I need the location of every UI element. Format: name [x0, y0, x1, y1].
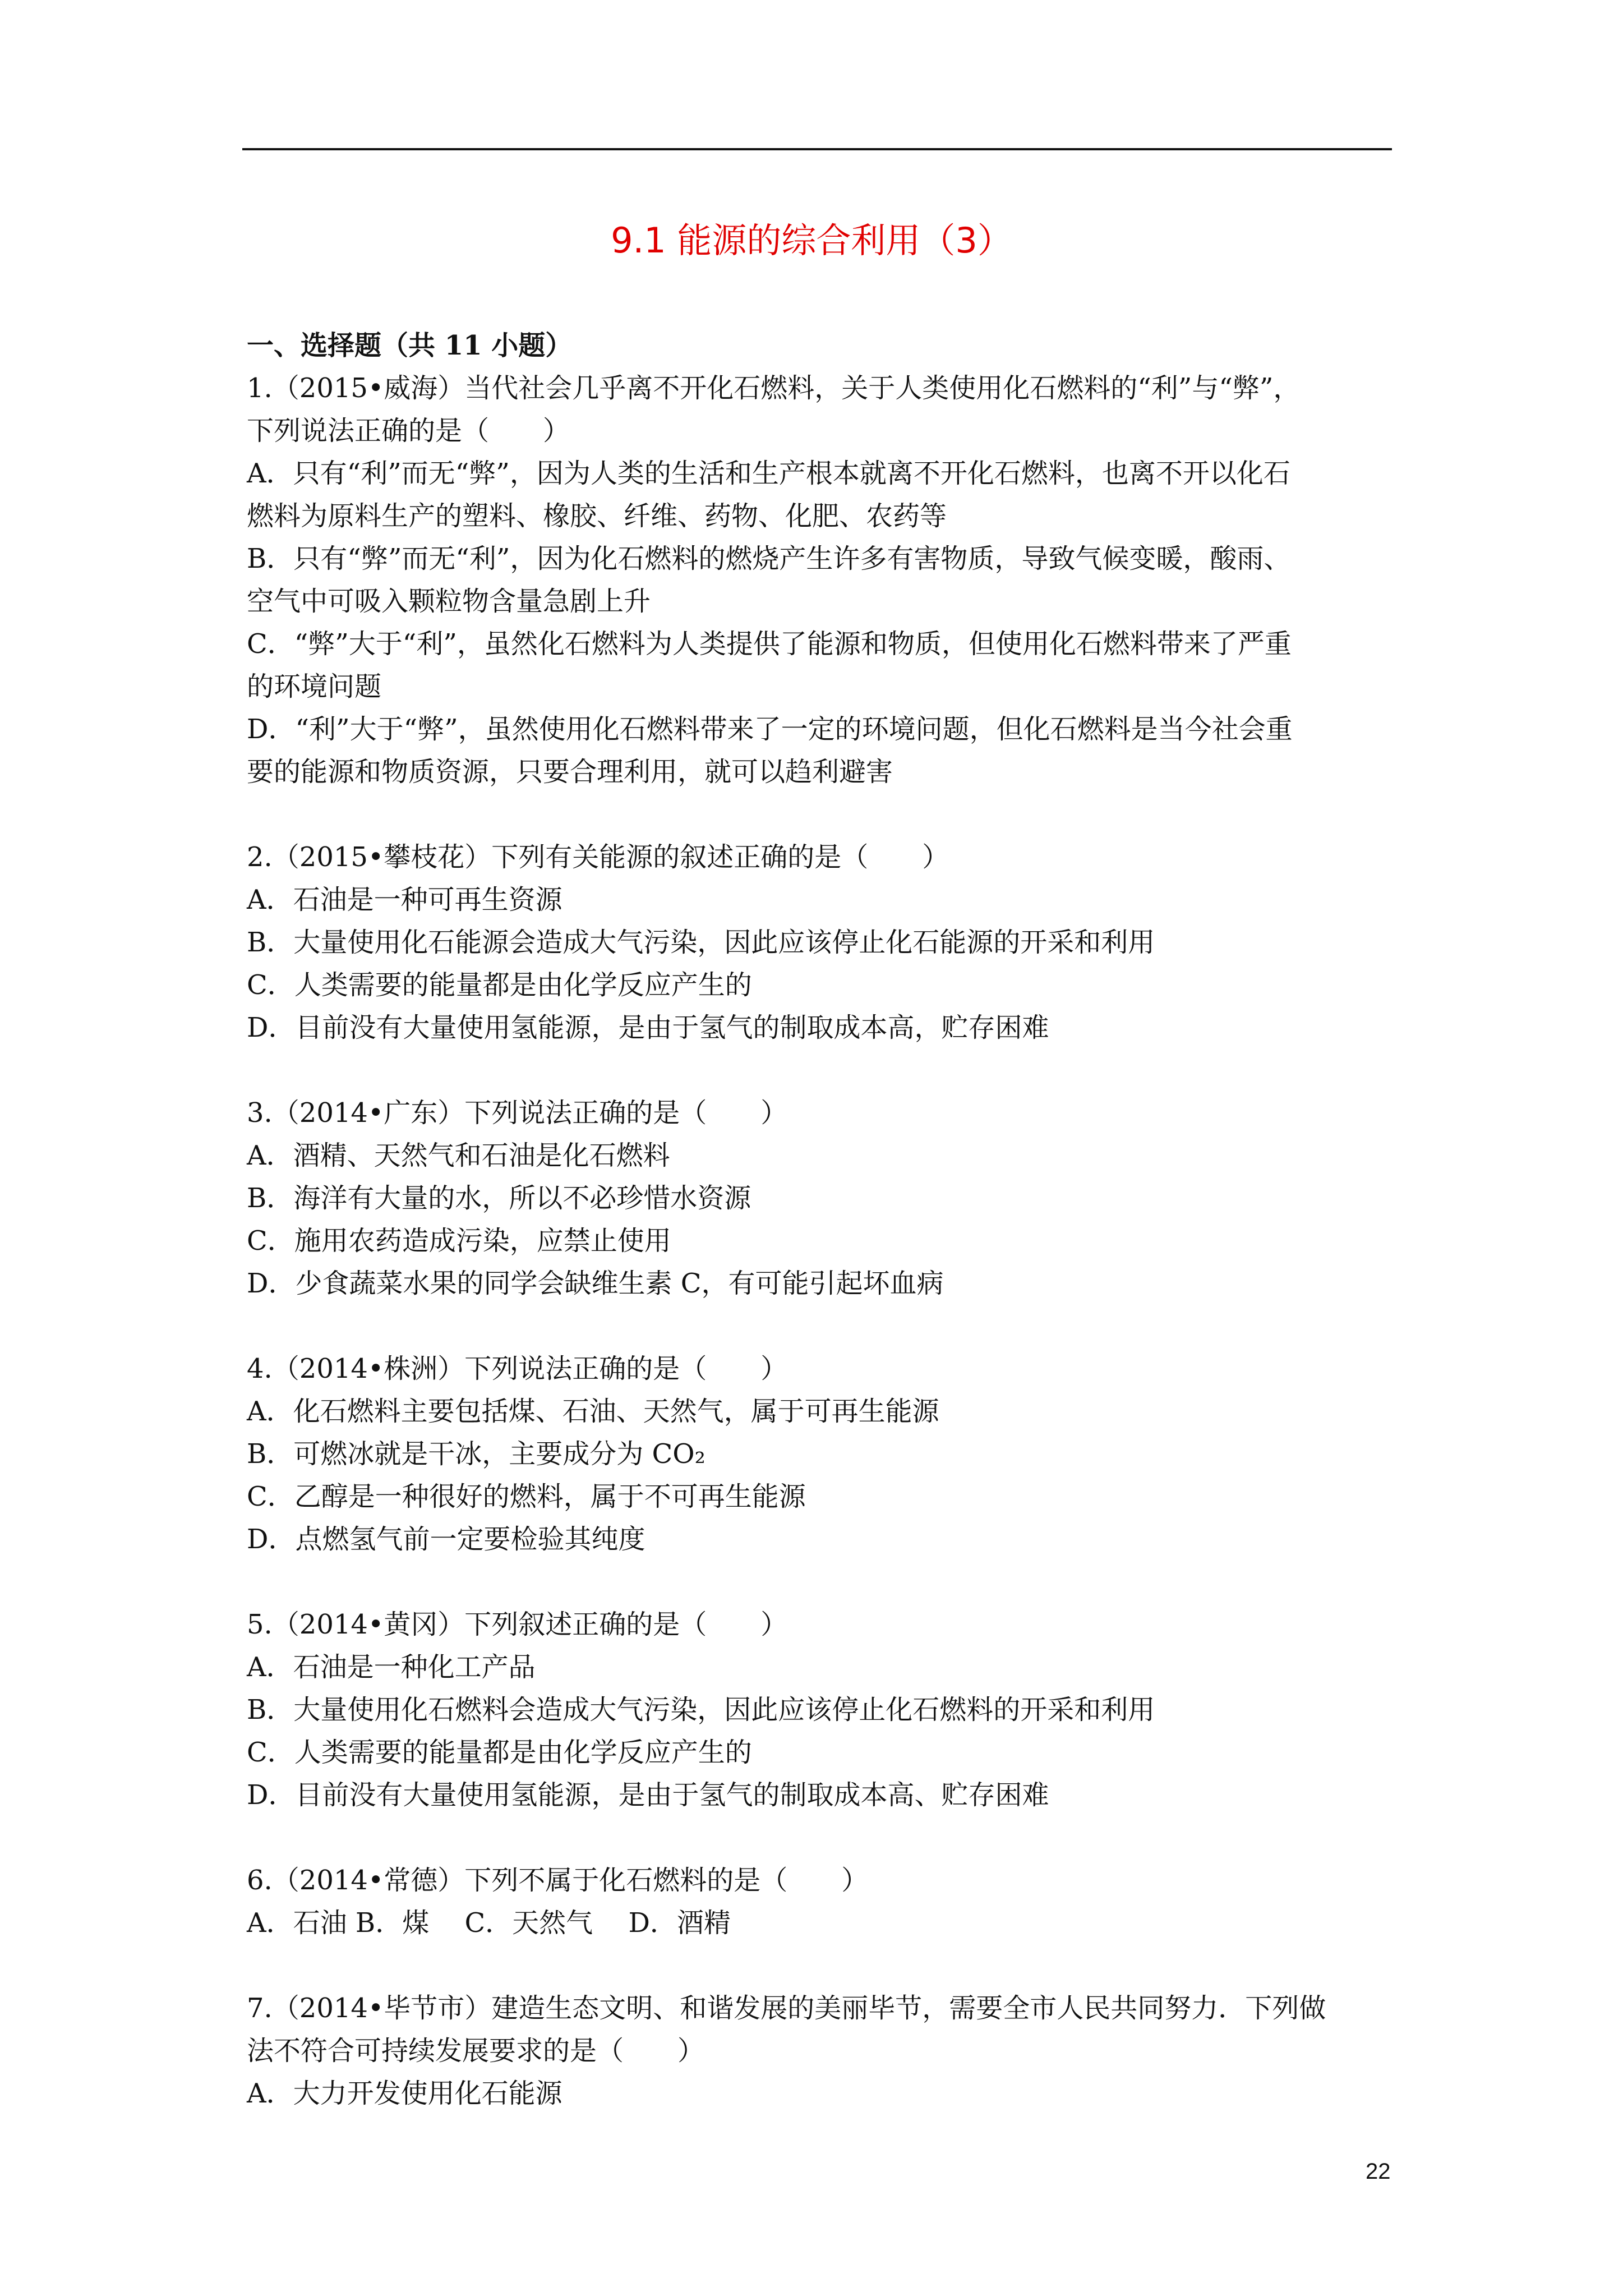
option-line: D．目前没有大量使用氢能源，是由于氢气的制取成本高、贮存困难	[247, 1779, 1049, 1811]
option-line: C．乙醇是一种很好的燃料，属于不可再生能源	[247, 1481, 806, 1512]
option-line: 空气中可吸入颗粒物含量急剧上升	[247, 586, 651, 617]
question-2	[247, 836, 1391, 1049]
question-line: 4.（2014•株洲）下列说法正确的是（ ）	[247, 1353, 788, 1384]
question-1	[247, 367, 1391, 793]
option-line: D．“利”大于“弊”，虽然使用化石燃料带来了一定的环境问题，但化石燃料是当今社会重	[247, 714, 1293, 745]
question-7	[247, 1987, 1391, 2115]
option-line: A．大力开发使用化石能源	[247, 2078, 562, 2109]
option-line: 的环境问题	[247, 671, 382, 702]
question-5	[247, 1603, 1391, 1816]
option-line: B．大量使用化石燃料会造成大气污染，因此应该停止化石燃料的开采和利用	[247, 1694, 1155, 1726]
option-line: B．大量使用化石能源会造成大气污染，因此应该停止化石能源的开采和利用	[247, 927, 1155, 958]
question-list	[247, 324, 1391, 2115]
question-line: 1.（2015•威海）当代社会几乎离不开化石燃料，关于人类使用化石燃料的“利”与“弊”，	[247, 372, 1301, 404]
question-4	[247, 1347, 1391, 1561]
question-line: 6.（2014•常德）下列不属于化石燃料的是（ ）	[247, 1865, 869, 1896]
question-line: 2.（2015•攀枝花）下列有关能源的叙述正确的是（ ）	[247, 841, 949, 873]
question-line: 法不符合可持续发展要求的是（ ）	[247, 2035, 705, 2067]
option-line: A．石油是一种可再生资源	[247, 884, 562, 915]
option-line: B．可燃冰就是干冰，主要成分为 CO₂	[247, 1438, 706, 1470]
question-3	[247, 1092, 1391, 1305]
option-line: A．石油是一种化工产品	[247, 1651, 536, 1683]
question-line: 3.（2014•广东）下列说法正确的是（ ）	[247, 1097, 788, 1129]
option-line: A．只有“利”而无“弊”，因为人类的生活和生产根本就离不开化石燃料，也离不开以化石	[247, 458, 1290, 489]
option-line: C．人类需要的能量都是由化学反应产生的	[247, 1737, 752, 1768]
option-line: A．酒精、天然气和石油是化石燃料	[247, 1140, 670, 1171]
option-line: C．施用农药造成污染，应禁止使用	[247, 1225, 671, 1257]
page-title: 9.1 能源的综合利用（3）	[611, 220, 1012, 261]
option-line: D．少食蔬菜水果的同学会缺维生素 C，有可能引起坏血病	[247, 1268, 944, 1299]
question-line: 7.（2014•毕节市）建造生态文明、和谐发展的美丽毕节，需要全市人民共同努力．下列做	[247, 1993, 1326, 2024]
header-rule	[242, 148, 1392, 150]
page-number: 22	[1366, 2159, 1391, 2184]
section-heading: 一、选择题（共 11 小题）	[247, 330, 573, 361]
option-line: A．石油 B．煤 C．天然气 D．酒精	[247, 1907, 731, 1939]
option-line: C．“弊”大于“利”，虽然化石燃料为人类提供了能源和物质，但使用化石燃料带来了严重	[247, 628, 1292, 660]
option-line: B．海洋有大量的水，所以不必珍惜水资源	[247, 1182, 751, 1214]
option-line: A．化石燃料主要包括煤、石油、天然气，属于可再生能源	[247, 1396, 939, 1427]
option-line: B．只有“弊”而无“利”，因为化石燃料的燃烧产生许多有害物质，导致气候变暖，酸雨、	[247, 543, 1291, 574]
option-line: D．点燃氢气前一定要检验其纯度	[247, 1524, 645, 1555]
option-line: 要的能源和物质资源，只要合理利用，就可以趋利避害	[247, 756, 893, 788]
option-line: 燃料为原料生产的塑料、橡胶、纤维、药物、化肥、农药等	[247, 500, 947, 532]
question-line: 5.（2014•黄冈）下列叙述正确的是（ ）	[247, 1609, 788, 1640]
option-line: C．人类需要的能量都是由化学反应产生的	[247, 969, 752, 1001]
question-6	[247, 1859, 1391, 1944]
option-line: D．目前没有大量使用氢能源，是由于氢气的制取成本高，贮存困难	[247, 1012, 1049, 1043]
question-line: 下列说法正确的是（ ）	[247, 415, 570, 447]
